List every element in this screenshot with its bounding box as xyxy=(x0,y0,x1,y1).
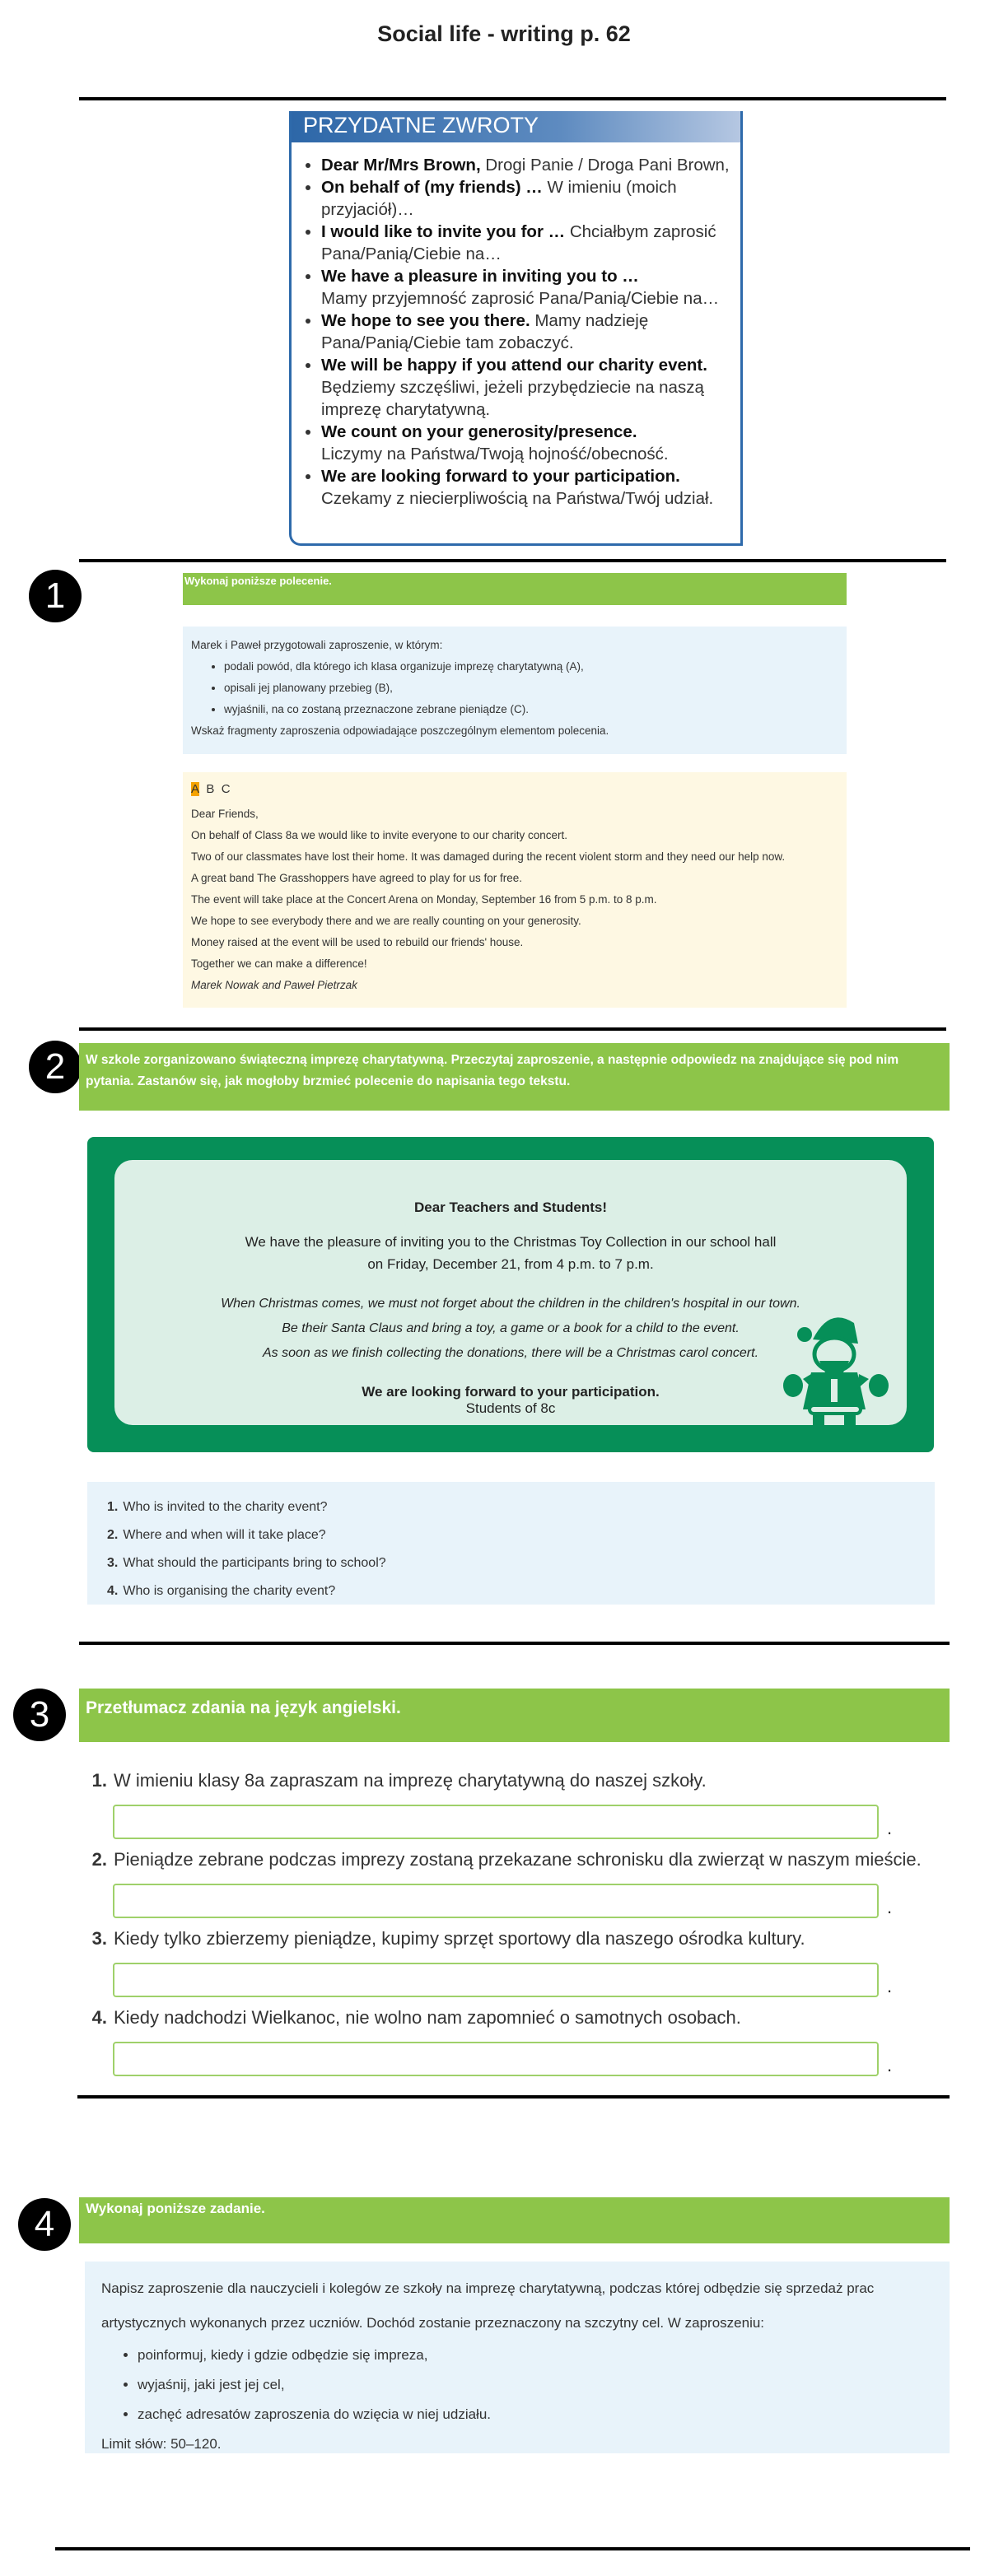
exercise-4-instruction: Wykonaj poniższe zadanie. xyxy=(79,2197,950,2243)
exercise-1-task-box xyxy=(183,627,847,754)
question-item: 4. Who is organising the charity event? xyxy=(107,1584,336,1598)
divider xyxy=(79,1642,950,1645)
question-item: 1. Who is invited to the charity event? xyxy=(107,1500,328,1514)
translation-input-3[interactable] xyxy=(113,1963,879,1997)
phrase-item: • We have a pleasure in inviting you to … Mamy przyjemność zaprosić Pana/Panią/Ciebie na… xyxy=(321,265,732,310)
task-item: • podali powód, dla którego ich klasa organizuje imprezę charytatywną (A), xyxy=(224,656,838,678)
phrases-list xyxy=(292,154,740,510)
period: . xyxy=(887,2055,893,2075)
exercise-3-instruction: Przetłumacz zdania na język angielski. xyxy=(79,1689,950,1742)
task-item: • zachęć adresatów zaproszenia do wzięcia w niej udziału. xyxy=(138,2400,933,2429)
phrase-item: • On behalf of (my friends) … W imieniu (moich przyjaciół)… xyxy=(321,176,732,221)
invitation-card-inner xyxy=(114,1160,907,1425)
card-closing: We are looking forward to your participation. xyxy=(362,1384,660,1400)
phrase-item: • Dear Mr/Mrs Brown, Drogi Panie / Droga Pani Brown, xyxy=(321,154,732,176)
question-item: 3. What should the participants bring to school? xyxy=(107,1556,386,1570)
useful-phrases-box xyxy=(289,111,743,546)
phrase-item: • I would like to invite you for … Chciałbym zaprosić Pana/Panią/Ciebie na… xyxy=(321,221,732,265)
task-item: • opisali jej planowany przebieg (B), xyxy=(224,678,838,699)
translation-sentence: 2. Pieniądze zebrane podczas imprezy zostaną przekazane schronisku dla zwierząt w naszym mieście. xyxy=(91,1849,922,1870)
divider xyxy=(77,2095,950,2099)
task-item: • wyjaśnij, jaki jest jej cel, xyxy=(138,2370,933,2400)
questions-list xyxy=(87,1482,935,1605)
task-item: • poinformuj, kiedy i gdzie odbędzie się impreza, xyxy=(138,2341,933,2370)
translation-sentence: 4. Kiedy nadchodzi Wielkanoc, nie wolno nam zapomnieć o samotnych osobach. xyxy=(91,2007,741,2028)
divider xyxy=(79,1027,946,1031)
questions-box xyxy=(87,1482,935,1605)
task-text: Napisz zaproszenie dla nauczycieli i kolegów ze szkoły na imprezę charytatywną, podczas której odbędzie się sprzedaż prac artystycznych wykonanych przez uczniów. Dochód zostanie przeznaczony na szczytny cel. W zaproszeniu: xyxy=(101,2280,875,2331)
task-list xyxy=(191,656,838,720)
exercise-number-badge: 3 xyxy=(13,1689,66,1741)
letter-signature: Marek Nowak and Paweł Pietrzak xyxy=(191,979,357,991)
invitation-card xyxy=(87,1137,934,1452)
card-sender: Students of 8c xyxy=(465,1400,556,1416)
letter-line: Money raised at the event will be used to rebuild our friends' house. xyxy=(191,936,524,948)
task-item: • wyjaśnili, na co zostaną przeznaczone zebrane pieniądze (C). xyxy=(224,699,838,720)
translation-sentence: 3. Kiedy tylko zbierzemy pieniądze, kupimy sprzęt sportowy dla naszego ośrodka kultury. xyxy=(91,1928,805,1949)
card-line: We have the pleasure of inviting you to the Christmas Toy Collection in our school hall xyxy=(245,1234,777,1250)
letter-line: A great band The Grasshoppers have agreed to play for us for free. xyxy=(191,872,522,884)
letter-line: On behalf of Class 8a we would like to invite everyone to our charity concert. xyxy=(191,829,567,841)
letter-line: Two of our classmates have lost their home. It was damaged during the recent violent storm and they need our help now. xyxy=(191,850,786,863)
letter-line: Together we can make a difference! xyxy=(191,957,367,970)
task-list xyxy=(101,2341,933,2429)
card-line: on Friday, December 21, from 4 p.m. to 7 p.m. xyxy=(367,1256,654,1272)
translation-input-4[interactable] xyxy=(113,2042,879,2076)
phrase-item: • We count on your generosity/presence. Liczymy na Państwa/Twoją hojność/obecność. xyxy=(321,421,732,465)
question-item: 2. Where and when will it take place? xyxy=(107,1528,326,1542)
exercise-1-instruction: Wykonaj poniższe polecenie. xyxy=(183,573,847,605)
useful-phrases-heading: PRZYDATNE ZWROTY xyxy=(292,111,740,142)
card-italic-line: When Christmas comes, we must not forget about the children in the children's hospital in our town. xyxy=(221,1297,800,1311)
period: . xyxy=(887,1976,893,1996)
divider xyxy=(55,2547,970,2550)
translation-sentence: 1. W imieniu klasy 8a zapraszam na imprezę charytatywną do naszej szkoły. xyxy=(91,1770,707,1791)
card-greeting: Dear Teachers and Students! xyxy=(414,1199,607,1215)
letter-line: We hope to see everybody there and we are really counting on your generosity. xyxy=(191,915,581,927)
exercise-1-letter-box xyxy=(183,772,847,1008)
task-intro: Marek i Paweł przygotowali zaproszenie, w którym: xyxy=(191,639,443,651)
santa-claus-icon xyxy=(780,1307,895,1425)
card-italic-line: As soon as we finish collecting the donations, there will be a Christmas carol concert. xyxy=(262,1346,759,1360)
letter-line: Dear Friends, xyxy=(191,808,259,820)
card-italic-line: Be their Santa Claus and bring a toy, a game or a book for a child to the event. xyxy=(282,1321,740,1335)
task-outro: Wskaż fragmenty zaproszenia odpowiadające poszczególnym elementom polecenia. xyxy=(191,724,609,737)
tab-b[interactable]: B xyxy=(206,782,215,796)
translation-input-2[interactable] xyxy=(113,1884,879,1918)
exercise-4-task-box xyxy=(85,2262,950,2453)
page-title: Social life - writing p. 62 xyxy=(377,21,631,46)
exercise-number-badge: 4 xyxy=(18,2198,71,2251)
phrase-item: • We hope to see you there. Mamy nadzieję Pana/Panią/Ciebie tam zobaczyć. xyxy=(321,310,732,354)
letter-line: The event will take place at the Concert Arena on Monday, September 16 from 5 p.m. to 8 p.m. xyxy=(191,893,657,906)
tab-a[interactable]: A xyxy=(191,782,200,796)
word-limit: Limit słów: 50–120. xyxy=(101,2436,222,2452)
exercise-2-instruction: W szkole zorganizowano świąteczną imprezę charytatywną. Przeczytaj zaproszenie, a następnie odpowiedz na znajdujące się pod nim pytania. Zastanów się, jak mogłoby brzmieć polecenie do napisania tego tekstu. xyxy=(79,1043,950,1111)
period: . xyxy=(887,1818,893,1838)
divider xyxy=(79,559,946,562)
exercise-number-badge: 2 xyxy=(29,1041,82,1093)
exercise-number-badge: 1 xyxy=(29,570,82,622)
phrase-item: • We will be happy if you attend our charity event. Będziemy szczęśliwi, jeżeli przybędziecie na naszą imprezę charytatywną. xyxy=(321,354,732,421)
period: . xyxy=(887,1897,893,1917)
tab-c[interactable]: C xyxy=(221,782,231,796)
divider xyxy=(79,97,946,100)
translation-input-1[interactable] xyxy=(113,1805,879,1839)
phrase-item: • We are looking forward to your participation. Czekamy z niecierpliwością na Państwa/Twój udział. xyxy=(321,465,732,510)
